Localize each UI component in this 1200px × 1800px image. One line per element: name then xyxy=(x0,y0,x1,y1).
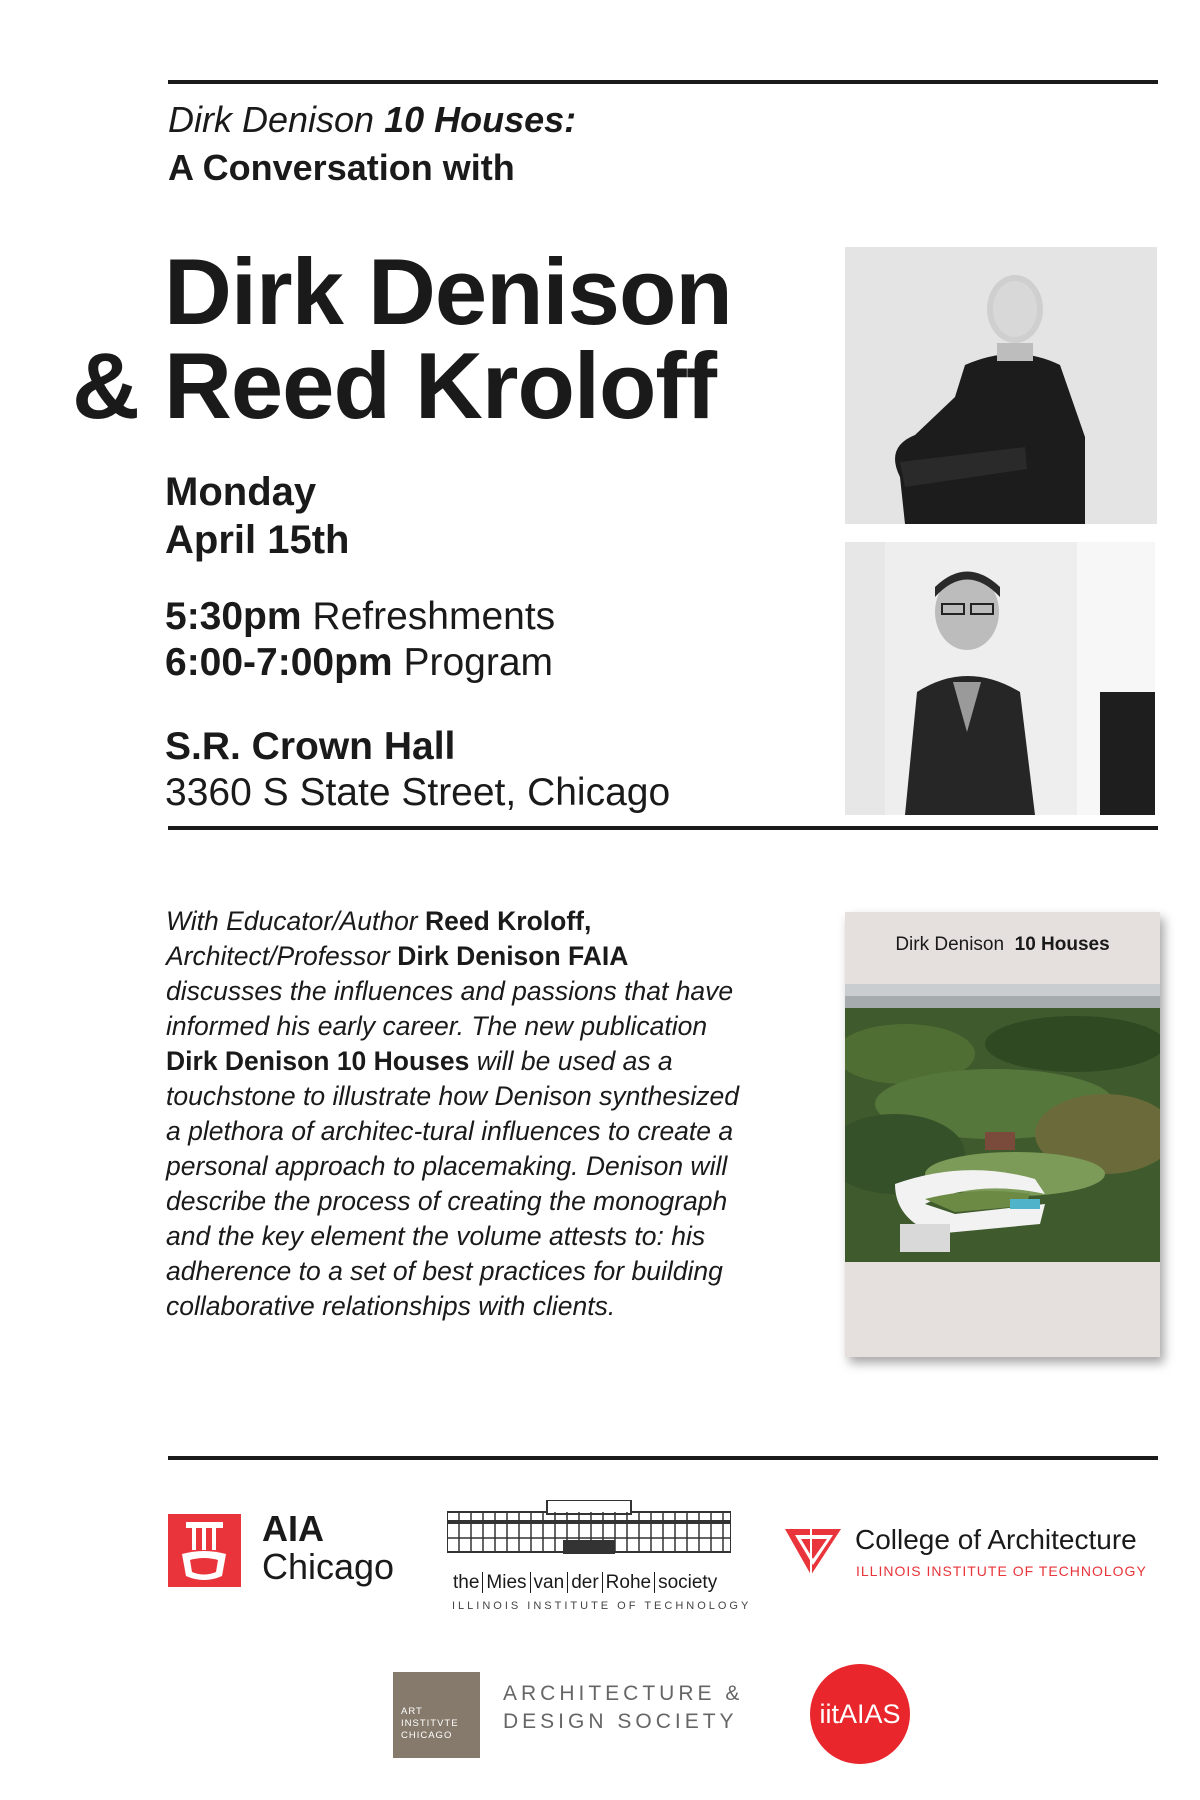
event-subtitle xyxy=(168,96,576,192)
iit-coa-triangle-icon xyxy=(785,1527,841,1575)
architecture-design-society-wordmark xyxy=(503,1680,743,1736)
ads-line-1: ARCHITECTURE & xyxy=(503,1682,744,1705)
mies-word-society: society xyxy=(658,1572,718,1593)
aic-line-2: INSTITVTE xyxy=(401,1718,459,1729)
aia-eagle-icon xyxy=(168,1514,241,1587)
mies-society-subtitle: ILLINOIS INSTITUTE OF TECHNOLOGY xyxy=(452,1600,752,1612)
book-title xyxy=(845,934,1160,956)
desc-bold-1: Reed Kroloff, xyxy=(425,906,592,936)
speaker-name-2: Reed Kroloff xyxy=(164,333,716,438)
mies-word-der: der xyxy=(568,1572,602,1593)
speaker-name-1: Dirk Denison xyxy=(164,239,732,344)
book-cover xyxy=(845,912,1160,1357)
mies-word-van: van xyxy=(531,1572,569,1593)
event-day: Monday xyxy=(165,470,317,514)
book-title-regular: Dirk Denison xyxy=(895,934,1005,955)
event-times xyxy=(165,594,555,686)
desc-text-2: Architect/Professor xyxy=(166,941,398,971)
ads-line-2: DESIGN SOCIETY xyxy=(503,1710,738,1733)
mies-word-rohe: Rohe xyxy=(603,1572,655,1593)
top-rule xyxy=(168,80,1158,84)
subtitle-italic-bold: 10 Houses: xyxy=(384,99,577,140)
time1: 5:30pm xyxy=(165,595,302,638)
crown-hall-building-icon xyxy=(447,1500,731,1558)
middle-rule xyxy=(168,826,1158,830)
coa-wordmark: College of Architecture xyxy=(855,1524,1137,1555)
book-title-bold: 10 Houses xyxy=(1014,934,1110,955)
photo-reed-kroloff xyxy=(845,542,1155,815)
coa-subtitle: ILLINOIS INSTITUTE OF TECHNOLOGY xyxy=(856,1563,1147,1579)
mies-society-wordmark xyxy=(450,1572,720,1594)
bottom-rule xyxy=(168,1456,1158,1460)
photo-dirk-denison xyxy=(845,247,1157,524)
desc-text-4: will be used as a touchstone to illustrate how Denison synthesized a plethora of architec-tural influences to create a personal approach to placemaking. Denison will describe the process of creating the monograph and the key element the volume attests to: his adherence to a set of best practices for building collaborative relationships with clients. xyxy=(166,1046,740,1321)
subtitle-italic: Dirk Denison xyxy=(168,99,375,140)
venue-name: S.R. Crown Hall xyxy=(165,725,456,768)
speaker-names xyxy=(72,239,732,438)
venue-address: 3360 S State Street, Chicago xyxy=(165,771,671,814)
desc-text-3: discusses the influences and passions that have informed his early career. The new publication xyxy=(166,976,734,1041)
desc-text-1: With Educator/Author xyxy=(166,906,425,936)
book-cover-aerial-image xyxy=(845,984,1160,1262)
portrait-1-illustration xyxy=(845,247,1157,524)
time2-label: Program xyxy=(403,641,553,684)
ampersand: & xyxy=(72,333,139,438)
aic-line-1: ART xyxy=(401,1706,423,1717)
aia-logo-mark xyxy=(168,1514,241,1587)
aia-chicago-text: Chicago xyxy=(262,1546,395,1587)
mies-word-the: the xyxy=(450,1572,483,1593)
desc-bold-3: Dirk Denison 10 Houses xyxy=(166,1046,470,1076)
event-venue xyxy=(165,724,670,816)
event-date-text: April 15th xyxy=(165,518,350,562)
desc-bold-2: Dirk Denison FAIA xyxy=(397,941,629,971)
portrait-2-illustration xyxy=(845,542,1155,815)
aia-wordmark: AIA xyxy=(262,1508,324,1549)
event-description xyxy=(166,904,746,1324)
iit-aias-logo: iitAIAS xyxy=(810,1664,910,1764)
time1-label: Refreshments xyxy=(312,595,556,638)
art-institute-logo xyxy=(393,1672,480,1758)
mies-word-mies: Mies xyxy=(483,1572,530,1593)
event-date xyxy=(165,468,349,564)
aic-line-3: CHICAGO xyxy=(401,1730,453,1741)
aia-chicago-wordmark xyxy=(262,1510,394,1586)
subtitle-line2: A Conversation with xyxy=(168,147,515,188)
time2: 6:00-7:00pm xyxy=(165,641,393,684)
